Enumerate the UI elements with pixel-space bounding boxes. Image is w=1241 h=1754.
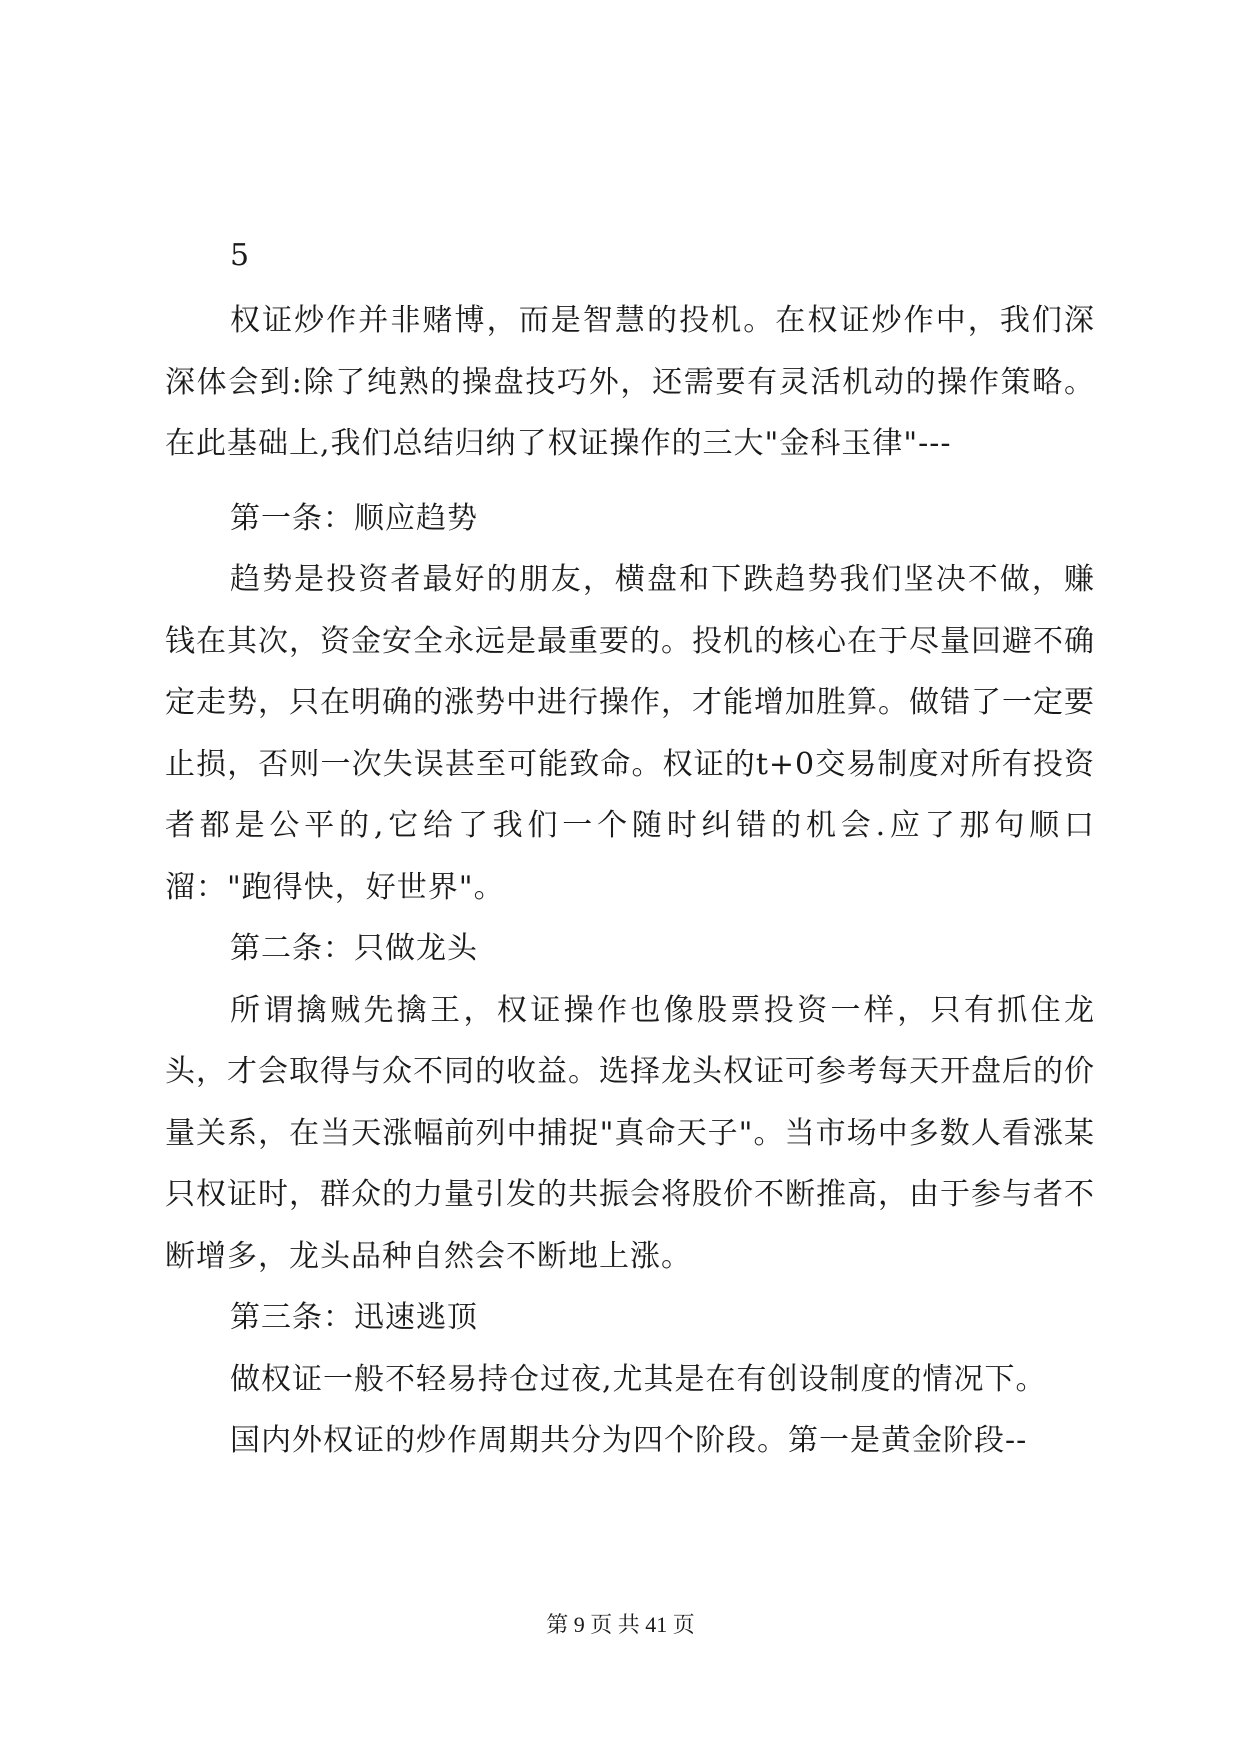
section-number: 5 <box>230 238 250 273</box>
rule-two-paragraph: 所谓擒贼先擒王，权证操作也像股票投资一样，只有抓住龙头，才会取得与众不同的收益。选择龙头权证可参考每天开盘后的价量关系，在当天涨幅前列中捕捉"真命天子"。当市场中多数人看涨某只权证时，群众的力量引发的共振会将股价不断推高，由于参与者不断增多，龙头品种自然会不断地上涨。 <box>165 992 1095 1274</box>
rule-one-heading: 第一条：顺应趋势 <box>230 500 478 536</box>
rule-three-paragraph: 做权证一般不轻易持仓过夜,尤其是在有创设制度的情况下。 <box>230 1361 1047 1397</box>
rule-three-heading: 第三条：迅速逃顶 <box>230 1300 478 1335</box>
document-body <box>165 290 1095 1472</box>
cycle-paragraph: 国内外权证的炒作周期共分为四个阶段。第一是黄金阶段-- <box>230 1423 1028 1458</box>
rule-one-paragraph: 趋势是投资者最好的朋友，横盘和下跌趋势我们坚决不做，赚钱在其次，资金安全永远是最重要的。投机的核心在于尽量回避不确定走势，只在明确的涨势中进行操作，才能增加胜算。做错了一定要止损，否则一次失误甚至可能致命。权证的t+0交易制度对所有投资者都是公平的,它给了我们一个随时纠错的机会.应了那句顺口溜："跑得快，好世界"。 <box>165 562 1095 905</box>
rule-two-heading: 第二条：只做龙头 <box>230 931 478 966</box>
page-footer: 第 9 页 共 41 页 <box>546 1612 695 1637</box>
intro-paragraph: 权证炒作并非赌博，而是智慧的投机。在权证炒作中，我们深深体会到:除了纯熟的操盘技巧外，还需要有灵活机动的操作策略。在此基础上,我们总结归纳了权证操作的三大"金科玉律"--- <box>165 303 1095 461</box>
